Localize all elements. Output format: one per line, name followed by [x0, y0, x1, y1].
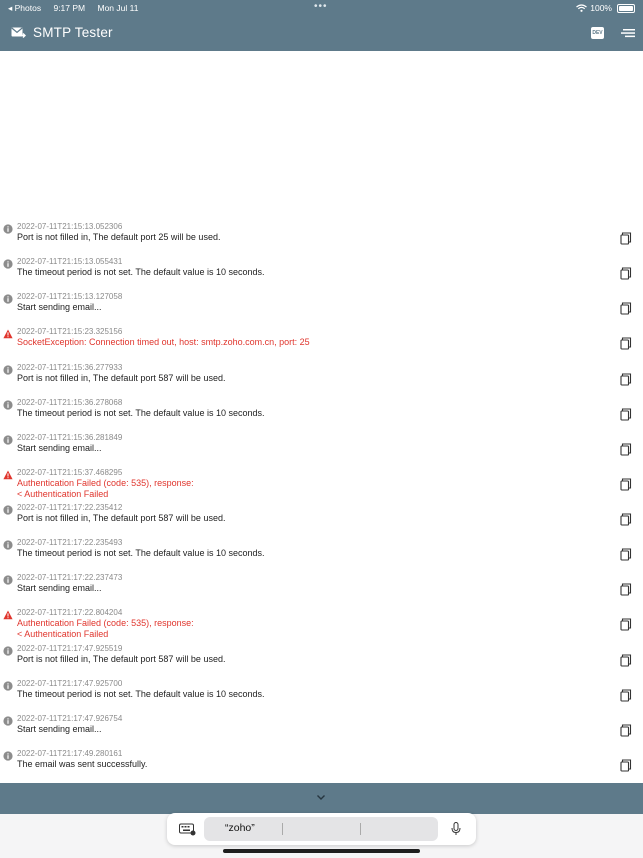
- mail-send-icon: [11, 27, 26, 39]
- info-icon: [3, 646, 13, 656]
- info-icon: [3, 681, 13, 691]
- log-message-line: SocketException: Connection timed out, host: smtp.zoho.com.cn, port: 25: [17, 337, 310, 348]
- log-message: [17, 373, 225, 384]
- copy-icon[interactable]: [620, 267, 632, 280]
- status-right: [576, 3, 635, 13]
- log-entry: [0, 468, 643, 503]
- log-message: [17, 689, 264, 700]
- info-icon: [3, 400, 13, 410]
- log-timestamp: 2022-07-11T21:15:13.055431: [17, 257, 123, 267]
- log-message: [17, 267, 264, 278]
- copy-icon[interactable]: [620, 548, 632, 561]
- log-timestamp: 2022-07-11T21:15:37.468295: [17, 467, 123, 477]
- log-message-line: The timeout period is not set. The default value is 10 seconds.: [17, 267, 265, 278]
- log-entry: [0, 222, 643, 257]
- log-timestamp: 2022-07-11T21:17:22.804204: [17, 608, 123, 618]
- home-indicator: [223, 849, 420, 853]
- log-entry: [0, 503, 643, 538]
- status-left: [8, 3, 148, 14]
- copy-icon[interactable]: [620, 337, 632, 350]
- log-message: [17, 232, 220, 243]
- info-icon: [3, 365, 13, 375]
- back-to-photos-link[interactable]: ◂ Photos: [8, 3, 42, 13]
- log-timestamp: 2022-07-11T21:17:47.925519: [17, 643, 123, 653]
- copy-icon[interactable]: [620, 232, 632, 245]
- suggestion-divider: [360, 823, 361, 835]
- log-message-line: Port is not filled in, The default port 587 will be used.: [17, 513, 226, 524]
- log-message-line: Port is not filled in, The default port 25 will be used.: [17, 232, 221, 242]
- info-icon: [3, 505, 13, 515]
- log-entry: [0, 363, 643, 398]
- log-message-line: Start sending email...: [17, 442, 102, 453]
- log-entry: [0, 433, 643, 468]
- suggestion-divider: [282, 823, 283, 835]
- log-entry: [0, 644, 643, 679]
- log-message: [17, 724, 102, 735]
- copy-icon[interactable]: [620, 654, 632, 667]
- status-date: Mon Jul 11: [97, 3, 139, 13]
- log-entry: [0, 327, 643, 362]
- chevron-down-icon[interactable]: [316, 794, 326, 801]
- log-timestamp: 2022-07-11T21:15:13.052306: [17, 222, 123, 231]
- log-message: [17, 654, 225, 665]
- log-entry: [0, 257, 643, 292]
- log-message: [17, 618, 194, 640]
- log-message: [17, 443, 102, 454]
- log-message-line: < Authentication Failed: [17, 488, 109, 499]
- info-icon: [3, 716, 13, 726]
- mic-icon[interactable]: [451, 822, 461, 836]
- copy-icon[interactable]: [620, 478, 632, 491]
- warning-icon: [3, 610, 13, 620]
- info-icon: [3, 259, 13, 269]
- log-timestamp: 2022-07-11T21:17:22.235493: [17, 538, 123, 548]
- copy-icon[interactable]: [620, 513, 632, 526]
- suggestion-word[interactable]: “zoho”: [225, 822, 255, 834]
- log-message-line: Start sending email...: [17, 723, 102, 734]
- log-message: [17, 408, 264, 419]
- log-entry: [0, 608, 643, 643]
- menu-lines-icon[interactable]: [621, 27, 635, 39]
- multitask-dots[interactable]: •••: [314, 1, 328, 12]
- log-entry: [0, 292, 643, 327]
- log-timestamp: 2022-07-11T21:15:36.277933: [17, 362, 123, 372]
- copy-icon[interactable]: [620, 408, 632, 421]
- battery-icon: [617, 4, 635, 13]
- log-message: [17, 302, 102, 313]
- log-message: [17, 478, 194, 500]
- dev-button[interactable]: DEV: [591, 27, 604, 39]
- keyboard-suggestion-bar: [167, 813, 476, 845]
- copy-icon[interactable]: [620, 302, 632, 315]
- copy-icon[interactable]: [620, 618, 632, 631]
- log-message: [17, 548, 264, 559]
- wifi-icon: [576, 4, 587, 12]
- log-message-line: The email was sent successfully.: [17, 758, 148, 769]
- log-message-line: The timeout period is not set. The default value is 10 seconds.: [17, 688, 265, 699]
- log-entry: [0, 749, 643, 784]
- log-entry: [0, 538, 643, 573]
- copy-icon[interactable]: [620, 689, 632, 702]
- info-icon: [3, 575, 13, 585]
- app-title-group: [11, 25, 113, 40]
- status-bar: [0, 0, 643, 16]
- battery-percent: 100%: [590, 3, 612, 13]
- copy-icon[interactable]: [620, 724, 632, 737]
- log-entry: [0, 398, 643, 433]
- log-entry: [0, 573, 643, 608]
- copy-icon[interactable]: [620, 759, 632, 772]
- keyboard-icon[interactable]: [179, 823, 196, 836]
- log-message: [17, 513, 225, 524]
- log-timestamp: 2022-07-11T21:15:36.278068: [17, 397, 123, 407]
- log-message: [17, 759, 147, 770]
- log-timestamp: 2022-07-11T21:17:47.925700: [17, 678, 123, 688]
- copy-icon[interactable]: [620, 373, 632, 386]
- log-timestamp: 2022-07-11T21:17:47.926754: [17, 713, 123, 723]
- page-title: SMTP Tester: [33, 25, 113, 40]
- copy-icon[interactable]: [620, 583, 632, 596]
- log-message-line: Authentication Failed (code: 535), response:: [17, 477, 194, 488]
- log-message-line: Start sending email...: [17, 583, 102, 594]
- status-time: 9:17 PM: [53, 3, 86, 13]
- info-icon: [3, 435, 13, 445]
- info-icon: [3, 751, 13, 761]
- log-entry: [0, 714, 643, 749]
- log-timestamp: 2022-07-11T21:15:13.127058: [17, 292, 123, 302]
- log-entry: [0, 679, 643, 714]
- log-timestamp: 2022-07-11T21:15:23.325156: [17, 327, 123, 337]
- log-message-line: Port is not filled in, The default port 587 will be used.: [17, 372, 226, 383]
- info-icon: [3, 540, 13, 550]
- log-timestamp: 2022-07-11T21:17:49.280161: [17, 748, 123, 758]
- log-message-line: Start sending email...: [17, 302, 102, 313]
- log-message: [17, 337, 310, 348]
- app-bar: [0, 16, 643, 51]
- log-message: [17, 583, 102, 594]
- log-message-line: < Authentication Failed: [17, 629, 109, 640]
- log-message-line: Authentication Failed (code: 535), response:: [17, 618, 194, 629]
- copy-icon[interactable]: [620, 443, 632, 456]
- info-icon: [3, 224, 13, 234]
- info-icon: [3, 294, 13, 304]
- log-timestamp: 2022-07-11T21:17:22.237473: [17, 573, 123, 583]
- log-message-line: Port is not filled in, The default port 587 will be used.: [17, 653, 226, 664]
- warning-icon: [3, 329, 13, 339]
- log-message-line: The timeout period is not set. The default value is 10 seconds.: [17, 407, 265, 418]
- log-message-line: The timeout period is not set. The default value is 10 seconds.: [17, 548, 265, 559]
- log-timestamp: 2022-07-11T21:17:22.235412: [17, 503, 123, 513]
- warning-icon: [3, 470, 13, 480]
- log-timestamp: 2022-07-11T21:15:36.281849: [17, 432, 123, 442]
